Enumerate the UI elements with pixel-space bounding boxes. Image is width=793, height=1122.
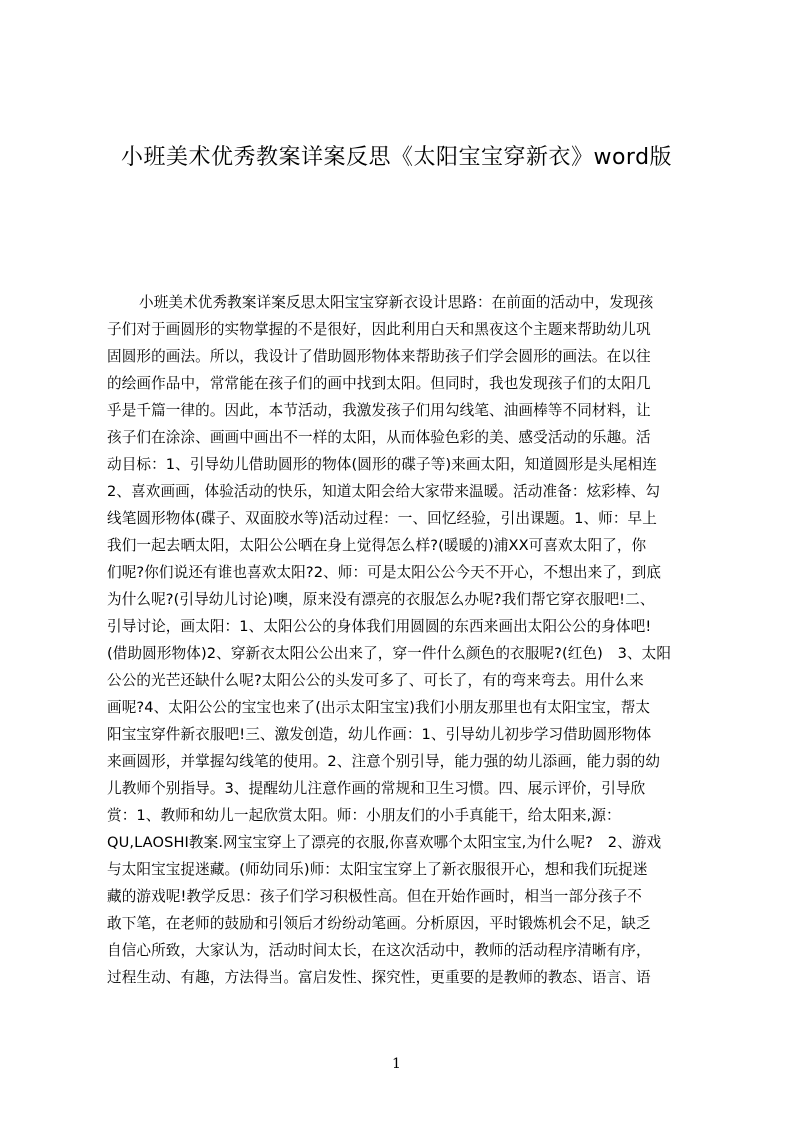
body-line: (借助圆形物体)2、穿新衣太阳公公出来了，穿一件什么颜色的衣服呢?(红色) 3、太阳 (107, 645, 672, 662)
body-line: 公公的光芒还缺什么呢?太阳公公的头发可多了、可长了，有的弯来弯去。用什么来 (107, 672, 644, 689)
body-line: 来画圆形，并掌握勾线笔的使用。2、注意个别引导，能力强的幼儿添画，能力弱的幼 (107, 753, 661, 770)
body-line: 固圆形的画法。所以，我设计了借助圆形物体来帮助孩子们学会圆形的画法。在以往 (107, 348, 651, 365)
body-line: 引导讨论，画太阳：1、太阳公公的身体我们用圆圆的东西来画出太阳公公的身体吧! (107, 618, 652, 635)
body-line: 赏：1、教师和幼儿一起欣赏太阳。师：小朋友们的小手真能干，给太阳来,源： (107, 807, 621, 824)
body-line: 们呢?你们说还有谁也喜欢太阳?2、师：可是太阳公公今天不开心，不想出来了，到底 (107, 564, 662, 581)
body-line: 敢下笔，在老师的鼓励和引领后才纷纷动笔画。分析原因，平时锻炼机会不足，缺乏 (107, 915, 651, 932)
body-line: 与太阳宝宝捉迷藏。(师幼同乐)师：太阳宝宝穿上了新衣服很开心，想和我们玩捉迷 (107, 861, 648, 878)
body-line: 画呢?4、太阳公公的宝宝也来了(出示太阳宝宝)我们小朋友那里也有太阳宝宝，帮太 (107, 699, 651, 716)
body-line: 乎是千篇一律的。因此，本节活动，我激发孩子们用勾线笔、油画棒等不同材料，让 (107, 402, 651, 419)
body-line: 子们对于画圆形的实物掌握的不是很好，因此利用白天和黑夜这个主题来帮助幼儿巩 (107, 321, 651, 338)
body-line: QU,LAOSHI教案.网宝宝穿上了漂亮的衣服,你喜欢哪个太阳宝宝,为什么呢? 2、游戏 (107, 834, 662, 851)
body-line: 阳宝宝穿件新衣服吧!三、激发创造，幼儿作画：1、引导幼儿初步学习借助圆形物体 (107, 726, 652, 743)
body-line: 儿教师个别指导。3、提醒幼儿注意作画的常规和卫生习惯。四、展示评价，引导欣 (107, 780, 646, 797)
body-line: 孩子们在涂涂、画画中画出不一样的太阳，从而体验色彩的美、感受活动的乐趣。活 (107, 429, 651, 446)
body-line: 自信心所致，大家认为，活动时间太长，在这次活动中，教师的活动程序清晰有序， (107, 942, 651, 959)
body-line: 我们一起去晒太阳，太阳公公晒在身上觉得怎么样?(暖暖的)浦XX可喜欢太阳了，你 (107, 537, 647, 554)
body-line: 的绘画作品中，常常能在孩子们的画中找到太阳。但同时，我也发现孩子们的太阳几 (107, 375, 651, 392)
body-line: 2、喜欢画画，体验活动的快乐，知道太阳会给大家带来温暖。活动准备：炫彩棒、勾 (107, 483, 661, 500)
body-line: 藏的游戏呢!教学反思：孩子们学习积极性高。但在开始作画时，相当一部分孩子不 (107, 888, 642, 905)
document-title: 小班美术优秀教案详案反思《太阳宝宝穿新衣》word版 (120, 145, 673, 170)
body-line: 线笔圆形物体(碟子、双面胶水等)活动过程：一、回忆经验，引出课题。1、师：早上 (107, 510, 657, 527)
body-line: 过程生动、有趣，方法得当。富启发性、探究性，更重要的是教师的教态、语言、语 (107, 969, 651, 986)
body-text (107, 289, 697, 991)
body-line: 为什么呢?(引导幼儿讨论)噢，原来没有漂亮的衣服怎么办呢?我们帮它穿衣服吧!二、 (107, 591, 655, 608)
body-line: 动目标：1、引导幼儿借助圆形的物体(圆形的碟子等)来画太阳，知道圆形是头尾相连 (107, 456, 657, 473)
body-line: 小班美术优秀教案详案反思太阳宝宝穿新衣设计思路：在前面的活动中，发现孩 (139, 294, 654, 311)
page-number: 1 (392, 1056, 401, 1072)
